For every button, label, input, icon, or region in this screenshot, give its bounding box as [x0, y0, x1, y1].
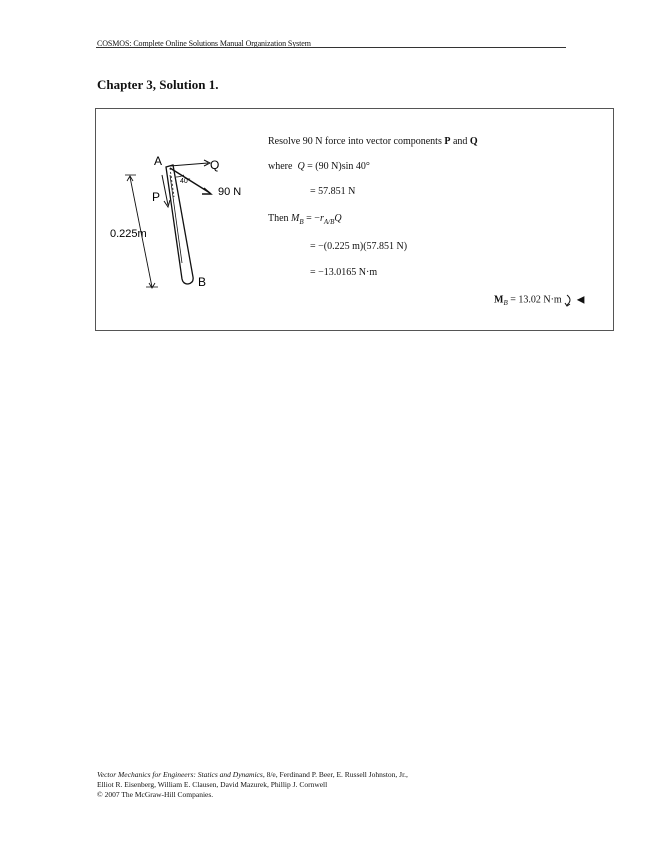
p-arrow	[162, 175, 168, 205]
rod-figure	[110, 153, 250, 289]
label-force: 90 N	[218, 186, 242, 198]
header-rule	[96, 47, 566, 48]
chapter-title: Chapter 3, Solution 1.	[97, 77, 219, 92]
page-header: COSMOS: Complete Online Solutions Manual Organization System	[97, 39, 311, 48]
answer-marker: ◀	[576, 294, 585, 306]
q-arrow	[170, 163, 208, 166]
label-length: 0.225m	[110, 228, 147, 240]
eq-line-2: where Q = (90 N)sin 40°	[268, 161, 370, 172]
counterclockwise-moment-icon	[564, 293, 574, 307]
solution-box	[95, 108, 614, 331]
eq-line-5: = −(0.225 m)(57.851 N)	[310, 241, 408, 252]
label-b: B	[198, 275, 207, 289]
label-a: A	[154, 154, 163, 168]
eq-line-4: Then $M_B = -r_{A/B}Q$	[268, 213, 342, 226]
label-q: Q	[210, 158, 220, 172]
eq-line-3: = 57.851 N	[310, 186, 356, 197]
eq-line-1: Resolve 90 N force into vector components P and Q	[268, 136, 478, 147]
page-footer: Vector Mechanics for Engineers: Statics and Dynamics, 8/e, Ferdinand P. Beer, E. Russell Johnston, Jr., Elliot R. Eisenberg, William E. Clausen, David Mazurek, Phillip J. Cornwell © 2007 The McGraw-Hill Companies.	[97, 770, 408, 799]
answer-line: $M_B = 13.02$ N·m ◀	[494, 294, 585, 308]
eq-line-6: = −13.0165 N·m	[310, 267, 378, 278]
label-p: P	[152, 190, 161, 204]
label-angle: 40°	[180, 178, 191, 185]
